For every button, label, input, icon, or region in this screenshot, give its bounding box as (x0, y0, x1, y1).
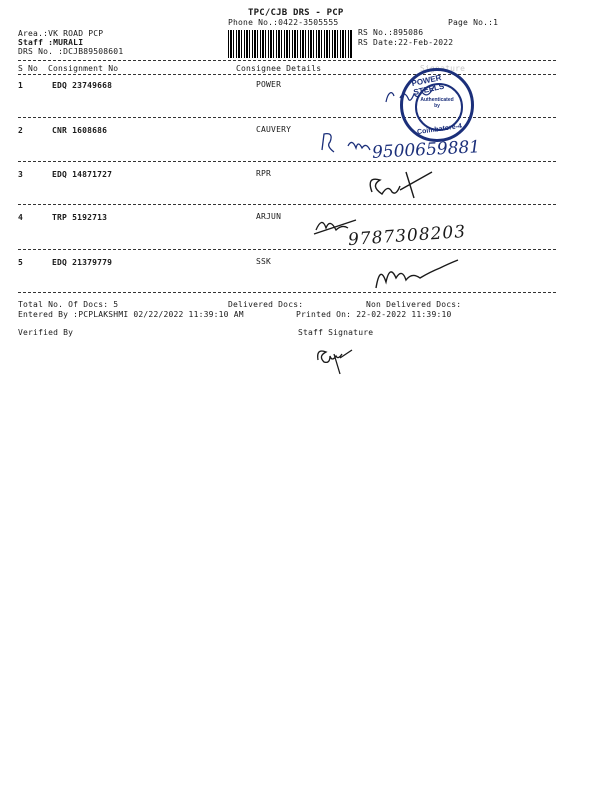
column-sno: S No (18, 64, 39, 73)
row-2-consignee: CAUVERY (256, 125, 292, 134)
stamp-middle-text: Authenticated by (420, 97, 454, 109)
stamp-outer-text: POWER STEELS (410, 73, 445, 97)
delivered-docs: Delivered Docs: (228, 300, 304, 309)
row-1-signature (382, 84, 452, 108)
row-4-sno: 4 (18, 213, 24, 222)
row-4-consignee: ARJUN (256, 212, 282, 221)
drs-number: DRS No. :DCJB89508601 (18, 47, 124, 56)
page-number: Page No.:1 (448, 18, 499, 27)
row-3-rule (18, 204, 556, 205)
row-4-rule (18, 249, 556, 250)
row-1-consignment: EDQ 23749668 (52, 81, 113, 90)
row-1-rule (18, 117, 556, 118)
stamp-bottom-text: Coimbatore-4 (416, 122, 463, 137)
column-signature: Signature (420, 64, 466, 73)
row-3-sno: 3 (18, 170, 24, 179)
printed-on: Printed On: 22-02-2022 11:39:10 (296, 310, 452, 319)
row-3-signature (362, 168, 442, 204)
row-5-rule (18, 292, 556, 293)
area-label: Area.:VK ROAD PCP (18, 29, 104, 38)
staff-label: Staff :MURALI (18, 38, 84, 47)
phone-number: Phone No.:0422-3505555 (228, 18, 339, 27)
entered-by: Entered By :PCPLAKSHMI 02/22/2022 11:39:10 AM (18, 310, 244, 319)
row-5-consignment: EDQ 21379779 (52, 258, 113, 267)
row-4-consignment: TRP 5192713 (52, 213, 108, 222)
row-2-consignment: CNR 1608686 (52, 126, 108, 135)
rs-date: RS Date:22-Feb-2022 (358, 38, 454, 47)
row-1-sno: 1 (18, 81, 24, 90)
report-title: TPC/CJB DRS - PCP (248, 8, 344, 18)
handwritten-phone-1: 9500659881 (371, 137, 481, 163)
total-docs: Total No. Of Docs: 5 (18, 300, 119, 309)
header-top-rule (18, 60, 556, 61)
header-bottom-rule (18, 74, 556, 75)
row-3-consignee: RPR (256, 169, 272, 178)
row-5-sno: 5 (18, 258, 24, 267)
non-delivered-docs: Non Delivered Docs: (366, 300, 462, 309)
row-2-rule (18, 161, 556, 162)
column-consignment: Consignment No (48, 64, 119, 73)
row-3-consignment: EDQ 14871727 (52, 170, 113, 179)
handwritten-phone-2: 9787308203 (347, 221, 467, 251)
row-5-consignee: SSK (256, 257, 272, 266)
verified-by: Verified By (18, 328, 74, 337)
barcode (228, 30, 352, 58)
row-1-consignee: POWER (256, 80, 282, 89)
rs-number: RS No.:895086 (358, 28, 424, 37)
row-5-signature (370, 258, 470, 294)
staff-signature (312, 340, 356, 376)
column-consignee: Consignee Details (236, 64, 322, 73)
staff-signature-label: Staff Signature (298, 328, 374, 337)
row-2-sno: 2 (18, 126, 24, 135)
